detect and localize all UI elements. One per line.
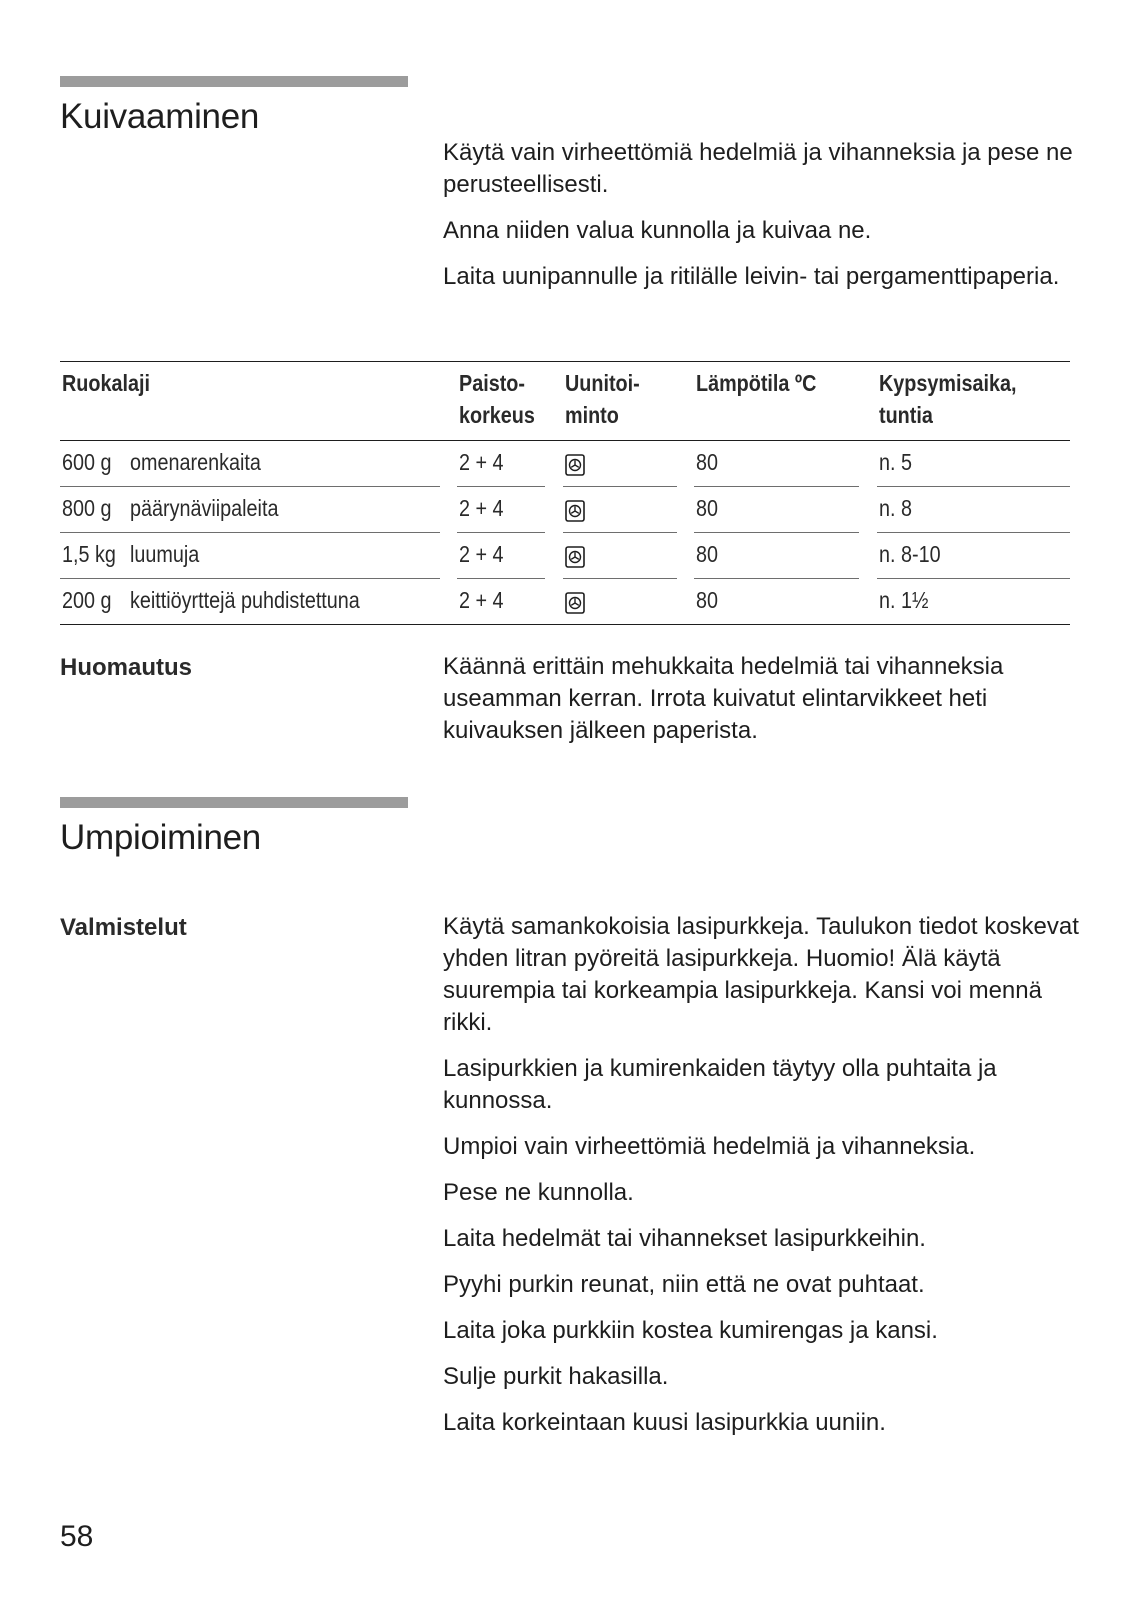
table-top-rule [60,361,1070,362]
paragraph: Laita korkeintaan kuusi lasipurkkia uuniin. [443,1409,886,1436]
paragraph: Käytä vain virheettömiä hedelmiä ja vihanneksia ja pese ne perusteellisesti. [443,139,1073,198]
paragraph: Käytä samankokoisia lasipurkkeja. Taulukon tiedot koskevat yhden litran pyöreitä lasipurkkeja. Huomio! Älä käytä suurempia tai korkeampia lasipurkkeja. Kansi voi mennä rikki. [443,913,1079,1036]
row-divider [877,486,1070,487]
row-divider [877,532,1070,533]
row-divider [60,532,440,533]
row-food: keittiöyrttejä puhdistettuna [130,587,360,613]
row-amount: 1,5 kg [62,541,116,567]
row-food: luumuja [130,541,200,567]
row-level: 2 + 4 [459,587,504,613]
row-amount: 800 g [62,495,112,521]
row-divider [457,532,545,533]
paragraph: Pese ne kunnolla. [443,1179,634,1206]
row-temperature: 80 [696,541,719,567]
row-time: n. 1½ [879,587,929,613]
fan-heating-icon [565,454,585,476]
row-divider [694,578,859,579]
row-temperature: 80 [696,495,719,521]
section-rule-kuivaaminen [60,76,408,87]
section-title-kuivaaminen: Kuivaaminen [60,97,260,136]
row-divider [563,578,677,579]
fan-heating-icon [565,592,585,614]
header-level-1: Paisto- [459,370,525,396]
row-time: n. 5 [879,449,913,475]
table-bottom-rule [60,624,1070,625]
preparations-label: Valmistelut [60,914,187,941]
row-food: päärynäviipaleita [130,495,279,521]
paragraph: Lasipurkkien ja kumirenkaiden täytyy olla puhtaita ja kunnossa. [443,1055,997,1114]
row-divider [694,486,859,487]
row-temperature: 80 [696,449,719,475]
row-divider [877,578,1070,579]
row-divider [457,578,545,579]
row-divider [60,578,440,579]
row-amount: 200 g [62,587,112,613]
header-mode-1: Uunitoi- [565,370,640,396]
section-title-umpioiminen: Umpioiminen [60,818,261,857]
row-temperature: 80 [696,587,719,613]
header-dish: Ruokalaji [62,370,150,396]
header-temperature: Lämpötila ºC [696,370,817,396]
paragraph: Käännä erittäin mehukkaita hedelmiä tai vihanneksia useamman kerran. Irrota kuivatut elintarvikkeet heti kuivauksen jälkeen paperista. [443,653,1004,744]
row-divider [563,486,677,487]
row-level: 2 + 4 [459,449,504,475]
note-text [443,651,1083,761]
paragraph: Laita joka purkkiin kostea kumirengas ja kansi. [443,1317,938,1344]
row-divider [563,532,677,533]
table-header-rule [60,440,1070,441]
header-time-1: Kypsymisaika, [879,370,1017,396]
row-time: n. 8 [879,495,913,521]
preparations-instructions [443,911,1083,1453]
fan-heating-icon [565,546,585,568]
note-label: Huomautus [60,654,192,681]
header-mode-2: minto [565,402,619,428]
row-level: 2 + 4 [459,495,504,521]
row-amount: 600 g [62,449,112,475]
paragraph: Umpioi vain virheettömiä hedelmiä ja vihanneksia. [443,1133,976,1160]
row-food: omenarenkaita [130,449,261,475]
kuivaaminen-instructions [443,137,1083,307]
row-divider [694,532,859,533]
paragraph: Pyyhi purkin reunat, niin että ne ovat puhtaat. [443,1271,925,1298]
row-divider [60,486,440,487]
page-number: 58 [60,1520,94,1553]
row-divider [457,486,545,487]
fan-heating-icon [565,500,585,522]
paragraph: Anna niiden valua kunnolla ja kuivaa ne. [443,217,872,244]
paragraph: Laita uunipannulle ja ritilälle leivin- tai pergamenttipaperia. [443,263,1060,290]
row-time: n. 8-10 [879,541,941,567]
section-rule-umpioiminen [60,797,408,808]
header-time-2: tuntia [879,402,933,428]
paragraph: Sulje purkit hakasilla. [443,1363,669,1390]
header-level-2: korkeus [459,402,535,428]
paragraph: Laita hedelmät tai vihannekset lasipurkkeihin. [443,1225,926,1252]
row-level: 2 + 4 [459,541,504,567]
